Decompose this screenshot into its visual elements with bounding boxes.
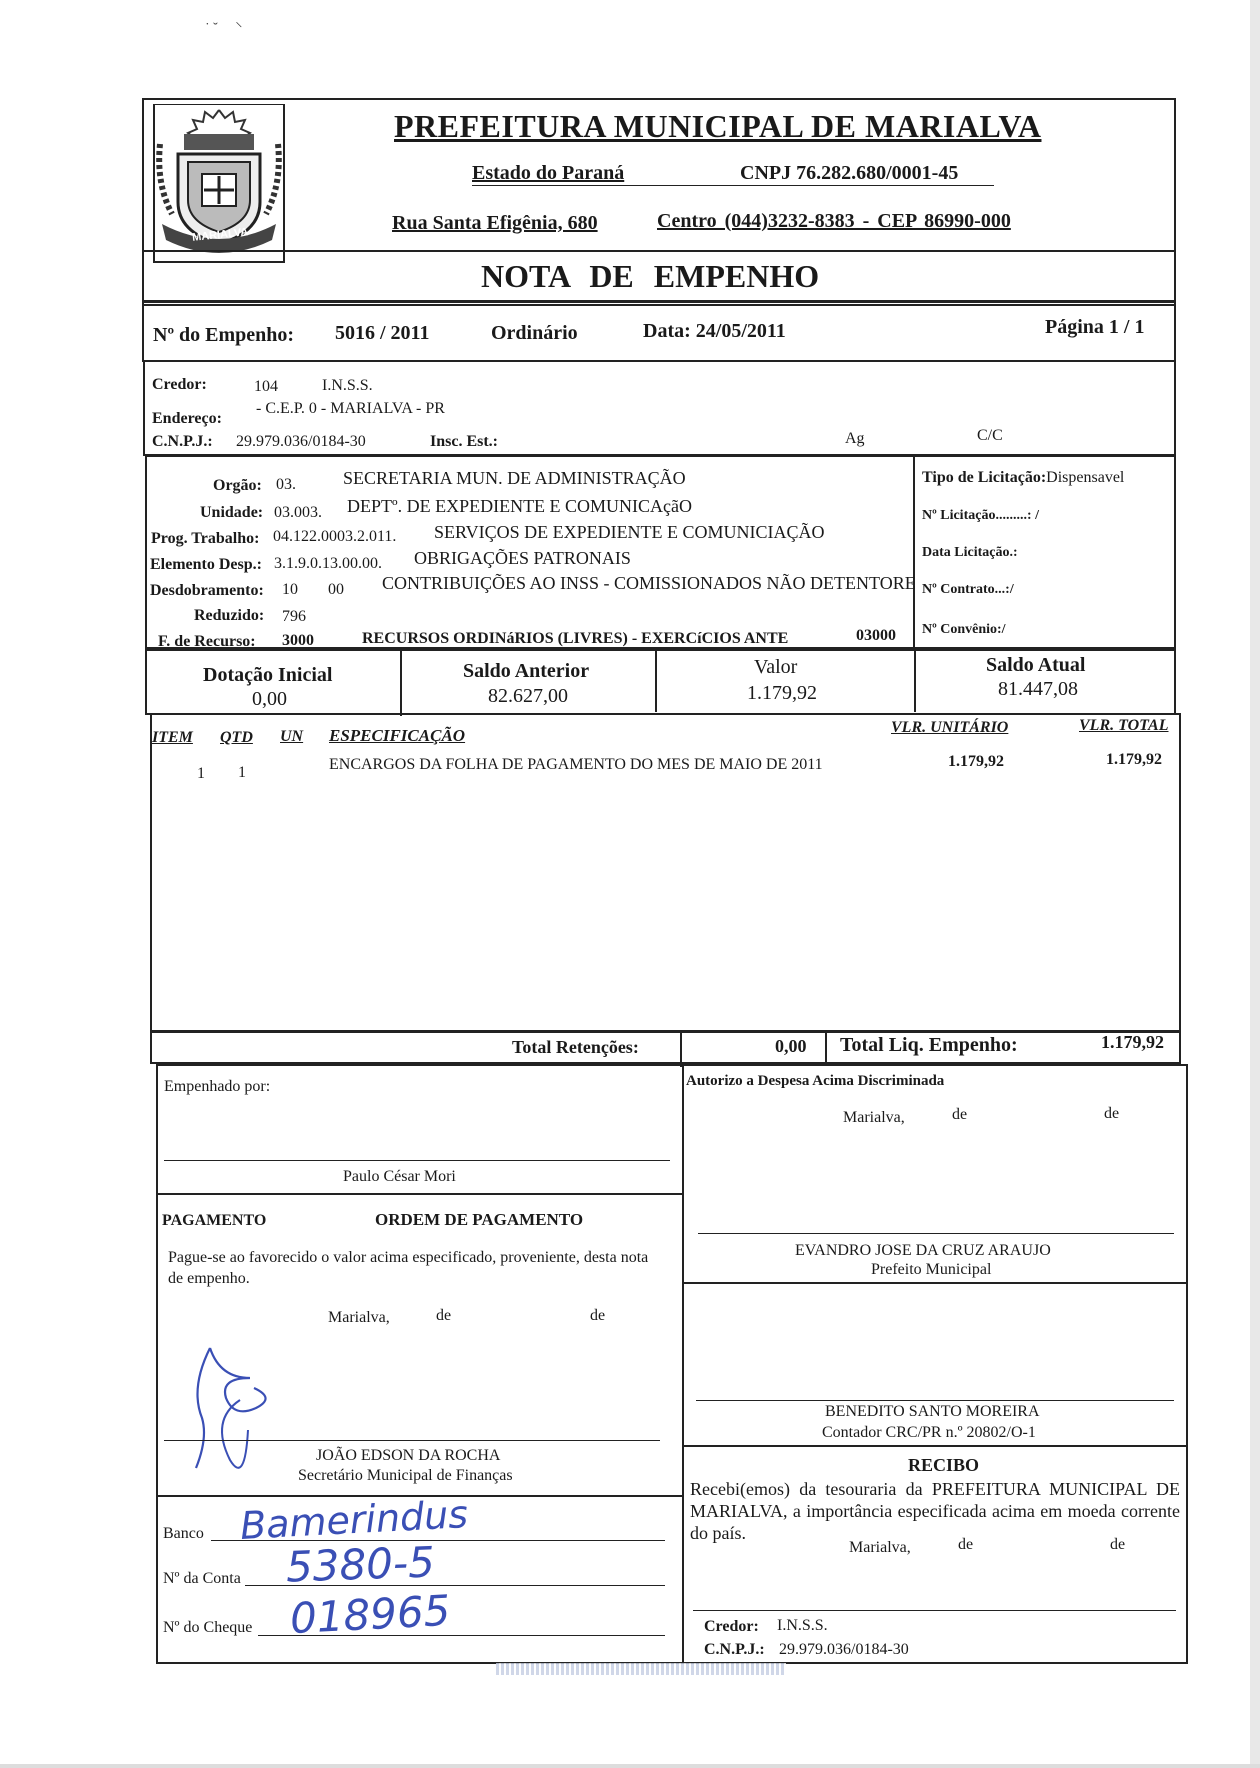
desdobramento-code2: 00 <box>328 581 344 598</box>
unidade-label: Unidade: <box>200 504 264 521</box>
contador-role: Contador CRC/PR n.º 20802/O-1 <box>822 1424 1036 1441</box>
secretario-name: JOÃO EDSON DA ROCHA <box>316 1447 501 1464</box>
saldo-anterior-value: 82.627,00 <box>488 685 568 707</box>
recibo-place: Marialva, <box>849 1539 911 1556</box>
signature-area-center-divider <box>682 1064 684 1664</box>
cheque-handwritten: 018965 <box>288 1585 452 1644</box>
logo-banner-text: MARIALVA <box>191 226 249 244</box>
secretario-signature-line <box>164 1440 660 1441</box>
autorizo-de2: de <box>1104 1105 1120 1122</box>
saldo-atual-label: Saldo Atual <box>986 654 1086 676</box>
contador-name: BENEDITO SANTO MOREIRA <box>825 1403 1040 1420</box>
elemento-name: OBRIGAÇÕES PATRONAIS <box>414 548 631 568</box>
contador-top-rule <box>682 1282 1188 1284</box>
recibo-cnpj-value: 29.979.036/0184-30 <box>779 1641 909 1658</box>
recibo-top-rule <box>682 1445 1188 1447</box>
secretario-role: Secretário Municipal de Finanças <box>298 1467 513 1484</box>
credor-name: I.N.S.S. <box>322 377 373 394</box>
conta-handwritten: 5380-5 <box>285 1537 436 1592</box>
title-top-rule <box>142 250 1176 252</box>
item-qty: 1 <box>238 764 246 781</box>
cc-label: C/C <box>977 427 1003 444</box>
item-total-price: 1.179,92 <box>1106 751 1162 768</box>
empenho-number-label: Nº do Empenho: <box>153 324 295 346</box>
credor-code: 104 <box>254 378 278 395</box>
cheque-label: Nº do Cheque <box>163 1619 253 1636</box>
valor-label: Valor <box>754 656 798 678</box>
item-specification: ENCARGOS DA FOLHA DE PAGAMENTO DO MES DE MAIO DE 2011 <box>329 756 823 773</box>
insc-est-label: Insc. Est.: <box>430 433 499 450</box>
total-retencoes-label: Total Retenções: <box>512 1037 639 1057</box>
document-title: NOTA DE EMPENHO <box>481 258 820 294</box>
totals-divider-2 <box>825 1030 827 1064</box>
prog-trabalho-name: SERVIÇOS DE EXPEDIENTE E COMUNICIAÇÃO <box>434 522 825 542</box>
pagamento-label: PAGAMENTO <box>162 1212 267 1229</box>
recibo-de1: de <box>958 1536 974 1553</box>
item-unit-price: 1.179,92 <box>948 753 1004 770</box>
scan-edge <box>1250 0 1260 1768</box>
totals-box <box>150 1030 1181 1064</box>
autorizo-signature-line <box>698 1233 1174 1234</box>
balances-divider-1 <box>400 650 402 716</box>
state-cnpj-underline <box>472 185 994 186</box>
bank-stamp-strip <box>496 1663 786 1675</box>
recibo-credor-name: I.N.S.S. <box>777 1617 828 1634</box>
prog-trabalho-label: Prog. Trabalho: <box>151 530 260 547</box>
page-indicator: Página 1 / 1 <box>1045 316 1145 338</box>
total-retencoes-value: 0,00 <box>775 1036 807 1056</box>
item-number: 1 <box>197 765 205 782</box>
recibo-label: RECIBO <box>908 1455 980 1475</box>
recibo-text: Recebi(emos) da tesouraria da PREFEITURA MUNICIPAL DE MARIALVA, a importância especificada acima em moeda corrente do país. <box>690 1479 1180 1543</box>
ag-label: Ag <box>845 430 865 447</box>
handwritten-signature <box>180 1340 290 1490</box>
total-liquido-label: Total Liq. Empenho: <box>840 1034 1018 1056</box>
autorizo-label: Autorizo a Despesa Acima Discriminada <box>686 1073 945 1089</box>
saldo-atual-value: 81.447,08 <box>998 678 1078 700</box>
items-header-total-value: VLR. TOTAL <box>1079 717 1169 734</box>
desdobramento-label: Desdobramento: <box>150 582 264 599</box>
orgao-label: Orgão: <box>213 477 262 494</box>
pagamento-place: Marialva, <box>328 1309 390 1326</box>
licitacao-number: Nº Licitação.........: / <box>922 508 1039 523</box>
items-header-un: UN <box>280 728 304 745</box>
scan-bottom-edge <box>0 1764 1260 1768</box>
prefeito-name: EVANDRO JOSE DA CRUZ ARAUJO <box>795 1242 1051 1259</box>
desdobramento-code1: 10 <box>282 581 298 598</box>
classification-divider <box>913 455 915 651</box>
empenho-number: 5016 / 2011 <box>335 322 430 344</box>
scan-specks: ˙ ˘ ⸌ <box>205 21 243 36</box>
address-label: Endereço: <box>152 410 222 427</box>
banco-label: Banco <box>163 1525 204 1542</box>
contador-signature-line <box>696 1400 1174 1401</box>
banco-handwritten: Bamerindus <box>239 1492 470 1548</box>
credor-cnpj: 29.979.036/0184-30 <box>236 433 366 450</box>
prefeitura-title: PREFEITURA MUNICIPAL DE MARIALVA <box>394 108 1042 144</box>
unidade-name: DEPTº. DE EXPEDIENTE E COMUNICAçãO <box>347 496 693 516</box>
items-header-unit-value: VLR. UNITÁRIO <box>891 719 1009 736</box>
reduzido-value: 796 <box>282 608 306 625</box>
empenhado-por-label: Empenhado por: <box>164 1078 271 1095</box>
orgao-name: SECRETARIA MUN. DE ADMINISTRAÇÃO <box>343 468 686 488</box>
orgao-code: 03. <box>276 476 296 493</box>
recurso-code: 3000 <box>282 632 314 649</box>
balances-divider-2 <box>655 650 657 712</box>
total-liquido-value: 1.179,92 <box>1101 1032 1164 1052</box>
recurso-label: F. de Recurso: <box>158 633 256 650</box>
pagamento-de1: de <box>436 1307 452 1324</box>
pagamento-top-rule <box>156 1193 682 1195</box>
items-header-qtd: QTD <box>220 729 253 746</box>
items-header-spec: ESPECIFICAÇÃO <box>329 726 466 745</box>
balances-divider-3 <box>914 650 916 712</box>
totals-divider-1 <box>680 1030 682 1067</box>
header-contact: Centro (044)3232-8383 - CEP 86990-000 <box>657 210 1011 232</box>
dotacao-inicial-label: Dotação Inicial <box>203 664 333 686</box>
recibo-de2: de <box>1110 1536 1126 1553</box>
contrato-number: Nº Contrato...:/ <box>922 582 1014 597</box>
state-label: Estado do Paraná <box>472 162 625 184</box>
valor-value: 1.179,92 <box>747 682 817 704</box>
empenho-date: Data: 24/05/2011 <box>643 320 786 342</box>
licitacao-type-label: Tipo de Licitação:Dispensavel <box>922 469 1125 486</box>
municipal-coat-of-arms-logo <box>148 104 290 264</box>
saldo-anterior-label: Saldo Anterior <box>463 660 590 682</box>
prog-trabalho-code: 04.122.0003.2.011. <box>273 528 397 545</box>
recibo-signature-line <box>693 1610 1176 1611</box>
reduzido-label: Reduzido: <box>194 607 265 624</box>
ordem-de-pagamento-label: ORDEM DE PAGAMENTO <box>375 1210 584 1229</box>
convenio-number: Nº Convênio:/ <box>922 622 1006 637</box>
pagamento-text: Pague-se ao favorecido o valor acima especificado, proveniente, desta nota de empenho. <box>168 1249 649 1287</box>
cnpj-label: C.N.P.J.: <box>152 433 213 450</box>
conta-label: Nº da Conta <box>163 1570 241 1587</box>
credor-address: - C.E.P. 0 - MARIALVA - PR <box>256 400 445 417</box>
credor-label: Credor: <box>152 376 207 393</box>
licitacao-type-value: Dispensavel <box>1046 469 1125 486</box>
unidade-code: 03.003. <box>274 504 322 521</box>
licitacao-date: Data Licitação.: <box>922 545 1018 560</box>
items-header-item: ITEM <box>152 729 193 746</box>
desdobramento-name: CONTRIBUIÇÕES AO INSS - COMISSIONADOS NÃO DETENTORE <box>382 573 916 593</box>
elemento-code: 3.1.9.0.13.00.00. <box>274 555 382 572</box>
recurso-code2: 03000 <box>856 627 896 644</box>
recibo-credor-label: Credor: <box>704 1618 759 1635</box>
empenhado-por-name: Paulo César Mori <box>343 1168 456 1185</box>
elemento-label: Elemento Desp.: <box>150 556 262 573</box>
autorizo-de1: de <box>952 1106 968 1123</box>
prefeito-role: Prefeito Municipal <box>871 1261 992 1278</box>
pagamento-de2: de <box>590 1307 606 1324</box>
dotacao-inicial-value: 0,00 <box>252 688 287 710</box>
recurso-name: RECURSOS ORDINáRIOS (LIVRES) - EXERCíCIOS ANTE <box>362 630 789 647</box>
empenho-type: Ordinário <box>491 322 578 344</box>
header-address: Rua Santa Efigênia, 680 <box>392 212 598 234</box>
recibo-cnpj-label: C.N.P.J.: <box>704 1641 765 1658</box>
header-cnpj: CNPJ 76.282.680/0001-45 <box>740 162 959 184</box>
autorizo-place: Marialva, <box>843 1109 905 1126</box>
empenhado-signature-line <box>164 1160 670 1161</box>
